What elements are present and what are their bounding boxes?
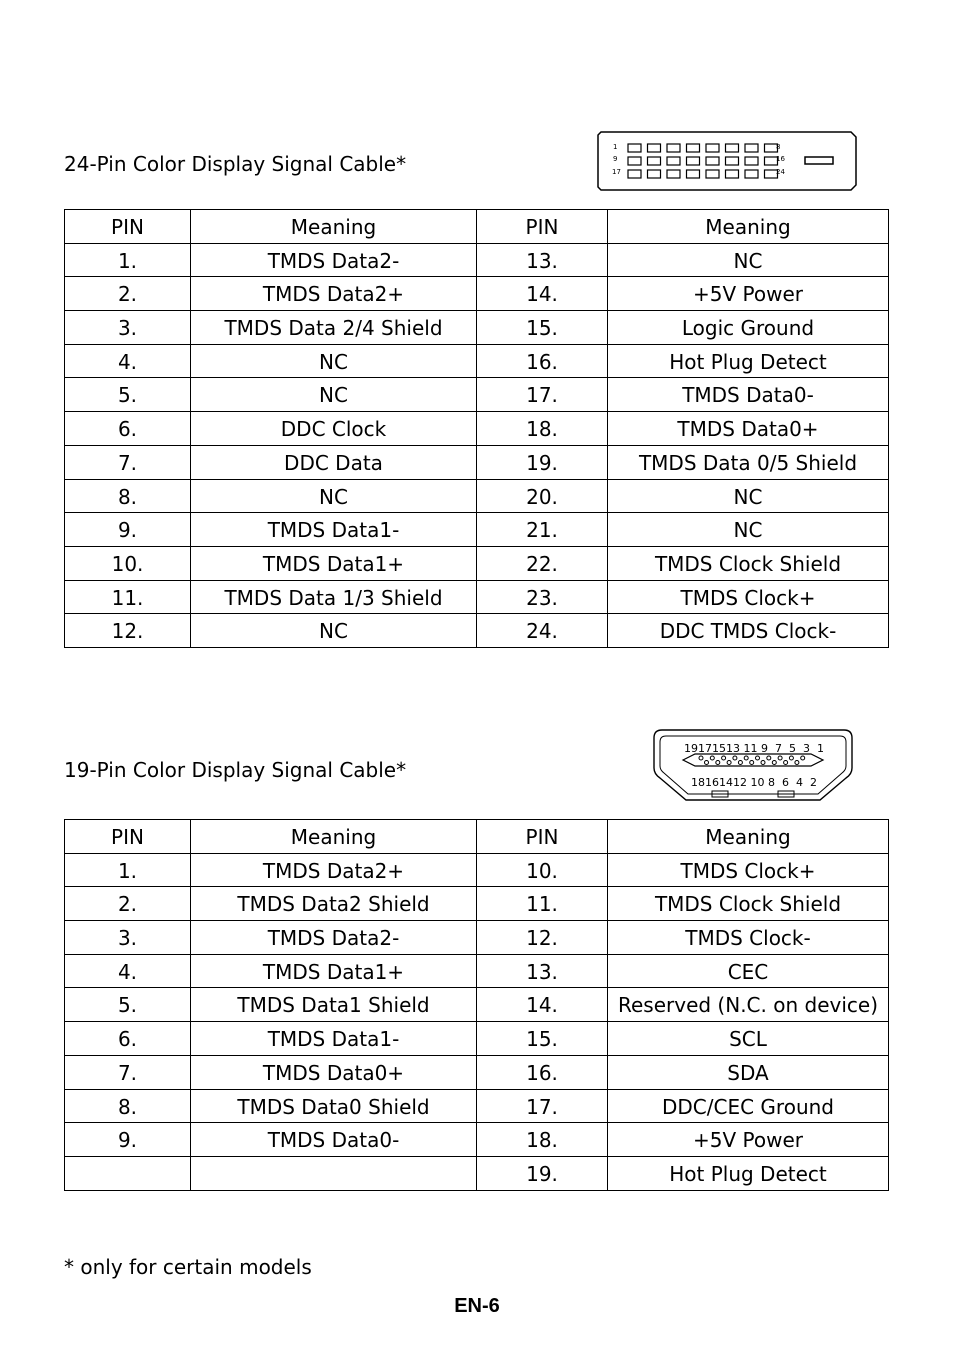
meaning-cell: NC bbox=[191, 378, 477, 412]
header-pin-cell: PIN bbox=[477, 210, 608, 244]
meaning-cell: TMDS Clock Shield bbox=[608, 887, 889, 921]
pin-cell: 5. bbox=[65, 378, 191, 412]
meaning-cell: TMDS Data0 Shield bbox=[191, 1089, 477, 1123]
hdmi-connector-diagram bbox=[650, 728, 856, 804]
table-row bbox=[65, 513, 889, 547]
meaning-cell: TMDS Data1- bbox=[191, 1022, 477, 1056]
hdmi-pin-contact bbox=[727, 761, 731, 765]
dvi-pin-socket bbox=[745, 170, 758, 178]
meaning-cell: DDC Data bbox=[191, 445, 477, 479]
hdmi-pin-contact bbox=[756, 756, 760, 760]
dvi-label-17: 17 bbox=[612, 168, 621, 176]
table-row bbox=[65, 277, 889, 311]
header-meaning-cell: Meaning bbox=[191, 210, 477, 244]
hdmi-section-title: 19-Pin Color Display Signal Cable* bbox=[64, 758, 407, 782]
dvi-pin-socket bbox=[667, 144, 680, 152]
hdmi-odd-pin-labels: 19171513 11 9 7 5 3 1 bbox=[684, 742, 824, 755]
pin-cell: 16. bbox=[477, 1055, 608, 1089]
dvi-pin-table bbox=[64, 209, 889, 648]
meaning-cell: CEC bbox=[608, 954, 889, 988]
meaning-cell: TMDS Clock Shield bbox=[608, 546, 889, 580]
table-row bbox=[65, 1156, 889, 1190]
pin-cell: 7. bbox=[65, 445, 191, 479]
pin-cell: 24. bbox=[477, 614, 608, 648]
header-meaning-cell: Meaning bbox=[608, 210, 889, 244]
pin-cell: 15. bbox=[477, 1022, 608, 1056]
hdmi-pin-contact bbox=[789, 756, 793, 760]
table-header-row bbox=[65, 820, 889, 854]
table-row bbox=[65, 954, 889, 988]
pin-cell: 21. bbox=[477, 513, 608, 547]
pin-cell: 14. bbox=[477, 277, 608, 311]
dvi-pin-socket bbox=[706, 170, 719, 178]
hdmi-pin-contact bbox=[738, 761, 742, 765]
meaning-cell: Reserved (N.C. on device) bbox=[608, 988, 889, 1022]
table-row bbox=[65, 1055, 889, 1089]
hdmi-pin-contact bbox=[772, 761, 776, 765]
pin-cell: 12. bbox=[477, 921, 608, 955]
hdmi-pin-contact bbox=[744, 756, 748, 760]
table-row bbox=[65, 580, 889, 614]
meaning-cell: TMDS Data0+ bbox=[608, 412, 889, 446]
meaning-cell: TMDS Data1+ bbox=[191, 546, 477, 580]
pin-cell: 2. bbox=[65, 277, 191, 311]
meaning-cell: NC bbox=[191, 614, 477, 648]
meaning-cell: +5V Power bbox=[608, 1123, 889, 1157]
table-row bbox=[65, 546, 889, 580]
pin-cell: 15. bbox=[477, 311, 608, 345]
table-row bbox=[65, 1089, 889, 1123]
pin-cell: 10. bbox=[65, 546, 191, 580]
pin-cell: 17. bbox=[477, 378, 608, 412]
table-row bbox=[65, 887, 889, 921]
dvi-pin-socket bbox=[648, 144, 661, 152]
meaning-cell: NC bbox=[608, 243, 889, 277]
header-pin-cell: PIN bbox=[65, 820, 191, 854]
pin-cell: 11. bbox=[477, 887, 608, 921]
pin-cell: 11. bbox=[65, 580, 191, 614]
hdmi-pin-contact bbox=[795, 761, 799, 765]
dvi-flat-blade bbox=[805, 157, 833, 164]
dvi-pin-socket bbox=[745, 157, 758, 165]
pin-cell: 6. bbox=[65, 412, 191, 446]
dvi-pin-socket bbox=[706, 157, 719, 165]
dvi-pin-socket bbox=[745, 144, 758, 152]
meaning-cell: +5V Power bbox=[608, 277, 889, 311]
dvi-label-9: 9 bbox=[613, 155, 618, 163]
table-row bbox=[65, 344, 889, 378]
meaning-cell: TMDS Data2- bbox=[191, 921, 477, 955]
hdmi-pin-contact bbox=[722, 756, 726, 760]
pin-cell: 20. bbox=[477, 479, 608, 513]
hdmi-even-pin-labels: 18161412 10 8 6 4 2 bbox=[691, 776, 817, 789]
pin-cell: 9. bbox=[65, 513, 191, 547]
meaning-cell: TMDS Data2 Shield bbox=[191, 887, 477, 921]
pin-cell: 19. bbox=[477, 1156, 608, 1190]
pin-cell: 18. bbox=[477, 1123, 608, 1157]
hdmi-pin-contact bbox=[733, 756, 737, 760]
pin-cell: 1. bbox=[65, 243, 191, 277]
pin-cell: 18. bbox=[477, 412, 608, 446]
pin-cell: 8. bbox=[65, 1089, 191, 1123]
hdmi-pin-table bbox=[64, 819, 889, 1191]
meaning-cell bbox=[191, 1156, 477, 1190]
pin-cell: 9. bbox=[65, 1123, 191, 1157]
hdmi-pin-contact bbox=[767, 756, 771, 760]
footnote: * only for certain models bbox=[64, 1255, 312, 1279]
dvi-pin-socket bbox=[687, 170, 700, 178]
table-header-row bbox=[65, 210, 889, 244]
pin-cell: 16. bbox=[477, 344, 608, 378]
header-meaning-cell: Meaning bbox=[191, 820, 477, 854]
meaning-cell: TMDS Data2+ bbox=[191, 277, 477, 311]
table-row bbox=[65, 1022, 889, 1056]
hdmi-pin-contact bbox=[705, 761, 709, 765]
dvi-pin-socket bbox=[648, 170, 661, 178]
pin-cell: 3. bbox=[65, 921, 191, 955]
meaning-cell: TMDS Clock+ bbox=[608, 580, 889, 614]
meaning-cell: TMDS Data2- bbox=[191, 243, 477, 277]
pin-cell: 23. bbox=[477, 580, 608, 614]
hdmi-pin-contact bbox=[778, 756, 782, 760]
meaning-cell: NC bbox=[191, 344, 477, 378]
table-row bbox=[65, 921, 889, 955]
table-row bbox=[65, 243, 889, 277]
meaning-cell: TMDS Data0- bbox=[191, 1123, 477, 1157]
meaning-cell: DDC TMDS Clock- bbox=[608, 614, 889, 648]
hdmi-pin-contact bbox=[761, 761, 765, 765]
dvi-pin-socket bbox=[628, 144, 641, 152]
dvi-pin-socket bbox=[726, 157, 739, 165]
dvi-pin-socket bbox=[628, 170, 641, 178]
pin-cell: 14. bbox=[477, 988, 608, 1022]
pin-cell: 4. bbox=[65, 954, 191, 988]
meaning-cell: TMDS Data2+ bbox=[191, 853, 477, 887]
dvi-pin-socket bbox=[706, 144, 719, 152]
pin-cell: 10. bbox=[477, 853, 608, 887]
pin-cell: 12. bbox=[65, 614, 191, 648]
dvi-label-8: 8 bbox=[776, 143, 781, 151]
meaning-cell: NC bbox=[608, 479, 889, 513]
hdmi-pin-contact bbox=[784, 761, 788, 765]
meaning-cell: TMDS Data1+ bbox=[191, 954, 477, 988]
meaning-cell: TMDS Data1 Shield bbox=[191, 988, 477, 1022]
hdmi-pin-contact bbox=[801, 756, 805, 760]
header-pin-cell: PIN bbox=[477, 820, 608, 854]
meaning-cell: SCL bbox=[608, 1022, 889, 1056]
meaning-cell: TMDS Data 0/5 Shield bbox=[608, 445, 889, 479]
dvi-pin-socket bbox=[687, 157, 700, 165]
table-row bbox=[65, 378, 889, 412]
hdmi-pin-contact bbox=[699, 756, 703, 760]
dvi-connector-diagram bbox=[597, 130, 859, 192]
dvi-label-24: 24 bbox=[776, 168, 785, 176]
meaning-cell: TMDS Clock+ bbox=[608, 853, 889, 887]
dvi-section-title: 24-Pin Color Display Signal Cable* bbox=[64, 152, 407, 176]
pin-cell: 19. bbox=[477, 445, 608, 479]
dvi-label-16: 16 bbox=[776, 155, 785, 163]
pin-cell: 3. bbox=[65, 311, 191, 345]
pin-cell: 1. bbox=[65, 853, 191, 887]
table-row bbox=[65, 311, 889, 345]
table-row bbox=[65, 988, 889, 1022]
meaning-cell: DDC Clock bbox=[191, 412, 477, 446]
hdmi-pin-contact bbox=[716, 761, 720, 765]
meaning-cell: Hot Plug Detect bbox=[608, 1156, 889, 1190]
pin-cell: 8. bbox=[65, 479, 191, 513]
pin-cell: 5. bbox=[65, 988, 191, 1022]
dvi-label-1: 1 bbox=[613, 143, 618, 151]
meaning-cell: NC bbox=[608, 513, 889, 547]
hdmi-pin-contact bbox=[750, 761, 754, 765]
meaning-cell: TMDS Data 1/3 Shield bbox=[191, 580, 477, 614]
table-row bbox=[65, 412, 889, 446]
pin-cell bbox=[65, 1156, 191, 1190]
dvi-pin-socket bbox=[726, 144, 739, 152]
header-meaning-cell: Meaning bbox=[608, 820, 889, 854]
meaning-cell: TMDS Data 2/4 Shield bbox=[191, 311, 477, 345]
dvi-pin-socket bbox=[726, 170, 739, 178]
pin-cell: 4. bbox=[65, 344, 191, 378]
header-pin-cell: PIN bbox=[65, 210, 191, 244]
meaning-cell: SDA bbox=[608, 1055, 889, 1089]
dvi-pin-socket bbox=[667, 170, 680, 178]
page-number: EN-6 bbox=[454, 1295, 500, 1317]
pin-cell: 6. bbox=[65, 1022, 191, 1056]
meaning-cell: TMDS Clock- bbox=[608, 921, 889, 955]
table-row bbox=[65, 853, 889, 887]
table-row bbox=[65, 479, 889, 513]
dvi-pin-socket bbox=[648, 157, 661, 165]
meaning-cell: TMDS Data0+ bbox=[191, 1055, 477, 1089]
meaning-cell: DDC/CEC Ground bbox=[608, 1089, 889, 1123]
pin-cell: 2. bbox=[65, 887, 191, 921]
hdmi-pin-contact bbox=[710, 756, 714, 760]
dvi-pin-socket bbox=[667, 157, 680, 165]
meaning-cell: Logic Ground bbox=[608, 311, 889, 345]
meaning-cell: Hot Plug Detect bbox=[608, 344, 889, 378]
pin-cell: 13. bbox=[477, 243, 608, 277]
table-row bbox=[65, 614, 889, 648]
pin-cell: 17. bbox=[477, 1089, 608, 1123]
pin-cell: 13. bbox=[477, 954, 608, 988]
meaning-cell: TMDS Data0- bbox=[608, 378, 889, 412]
pin-cell: 7. bbox=[65, 1055, 191, 1089]
meaning-cell: TMDS Data1- bbox=[191, 513, 477, 547]
dvi-pin-socket bbox=[687, 144, 700, 152]
pin-cell: 22. bbox=[477, 546, 608, 580]
meaning-cell: NC bbox=[191, 479, 477, 513]
dvi-pin-socket bbox=[628, 157, 641, 165]
table-row bbox=[65, 1123, 889, 1157]
table-row bbox=[65, 445, 889, 479]
